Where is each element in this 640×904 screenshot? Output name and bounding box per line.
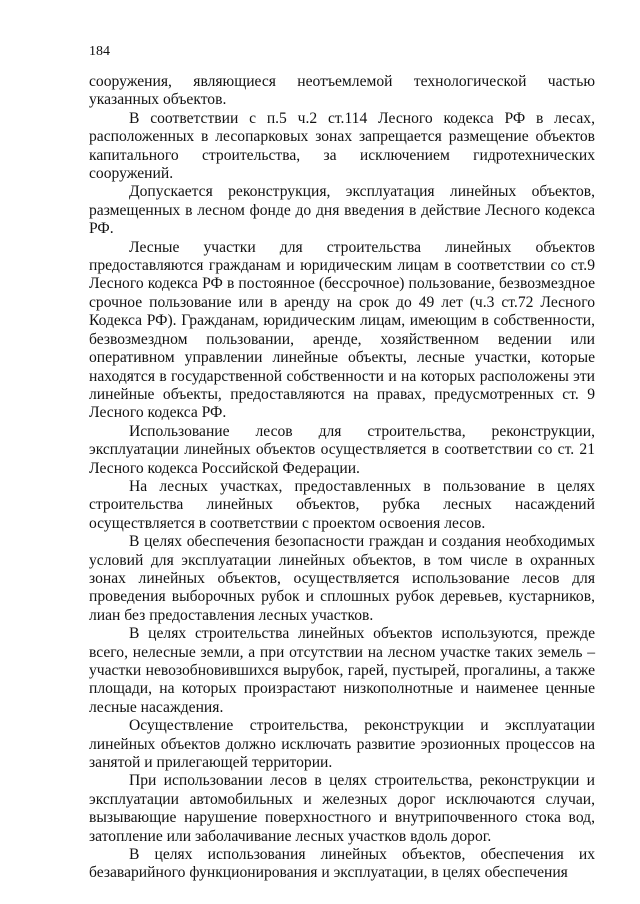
document-body [89, 73, 595, 883]
paragraph: Использование лесов для строительства, реконструкции, эксплуатации линейных объектов осуществляется в соответствии со ст. 21 Лесного кодекса Российской Федерации. [89, 422, 595, 477]
paragraph: Осуществление строительства, реконструкции и эксплуатации линейных объектов должно исключать развитие эрозионных процессов на занятой и прилегающей территории. [89, 717, 595, 772]
paragraph: В целях строительства линейных объектов используются, прежде всего, нелесные земли, а при отсутствии на лесном участке таких земель – участки невозобновившихся вырубок, гарей, пустырей, прогалины, а также площади, на которых произрастают низкополнотные и наименее ценные лесные насаждения. [89, 625, 595, 716]
paragraph: В целях обеспечения безопасности граждан и создания необходимых условий для эксплуатации линейных объектов, в том числе в охранных зонах линейных объектов, осуществляется использование лесов для проведения выборочных рубок и сплошных рубок деревьев, кустарников, лиан без предоставления лесных участков. [89, 533, 595, 624]
paragraph: В целях использования линейных объектов, обеспечения их безаварийного функционирования и эксплуатации, в целях обеспечения [89, 846, 595, 882]
paragraph: При использовании лесов в целях строительства, реконструкции и эксплуатации автомобильных и железных дорог исключаются случаи, вызывающие нарушение поверхностного и внутрипочвенного стока вод, затопление или заболачивание лесных участков вдоль дорог. [89, 772, 595, 845]
paragraph: Лесные участки для строительства линейных объектов предоставляются гражданам и юридическим лицам в соответствии со ст.9 Лесного кодекса РФ в постоянное (бессрочное) пользование, безвозмездное срочное пользование или в аренду на срок до 49 лет (ч.3 ст.72 Лесного Кодекса РФ). Гражданам, юридическим лицам, имеющим в собственности, безвозмездном пользовании, аренде, хозяйственном ведении или оперативном управлении линейные объекты, лесные участки, которые находятся в государственной собственности и на которых расположены эти линейные объекты, предоставляются на правах, предусмотренных ст. 9 Лесного кодекса РФ. [89, 238, 595, 422]
paragraph: На лесных участках, предоставленных в пользование в целях строительства линейных объектов, рубка лесных насаждений осуществляется в соответствии с проектом освоения лесов. [89, 477, 595, 532]
paragraph: сооружения, являющиеся неотъемлемой технологической частью указанных объектов. [89, 73, 595, 109]
page-number: 184 [89, 44, 110, 59]
paragraph: Допускается реконструкция, эксплуатация линейных объектов, размещенных в лесном фонде до дня введения в действие Лесного кодекса РФ. [89, 183, 595, 238]
paragraph: В соответствии с п.5 ч.2 ст.114 Лесного кодекса РФ в лесах, расположенных в лесопарковых зонах запрещается размещение объектов капитального строительства, за исключением гидротехнических сооружений. [89, 109, 595, 183]
